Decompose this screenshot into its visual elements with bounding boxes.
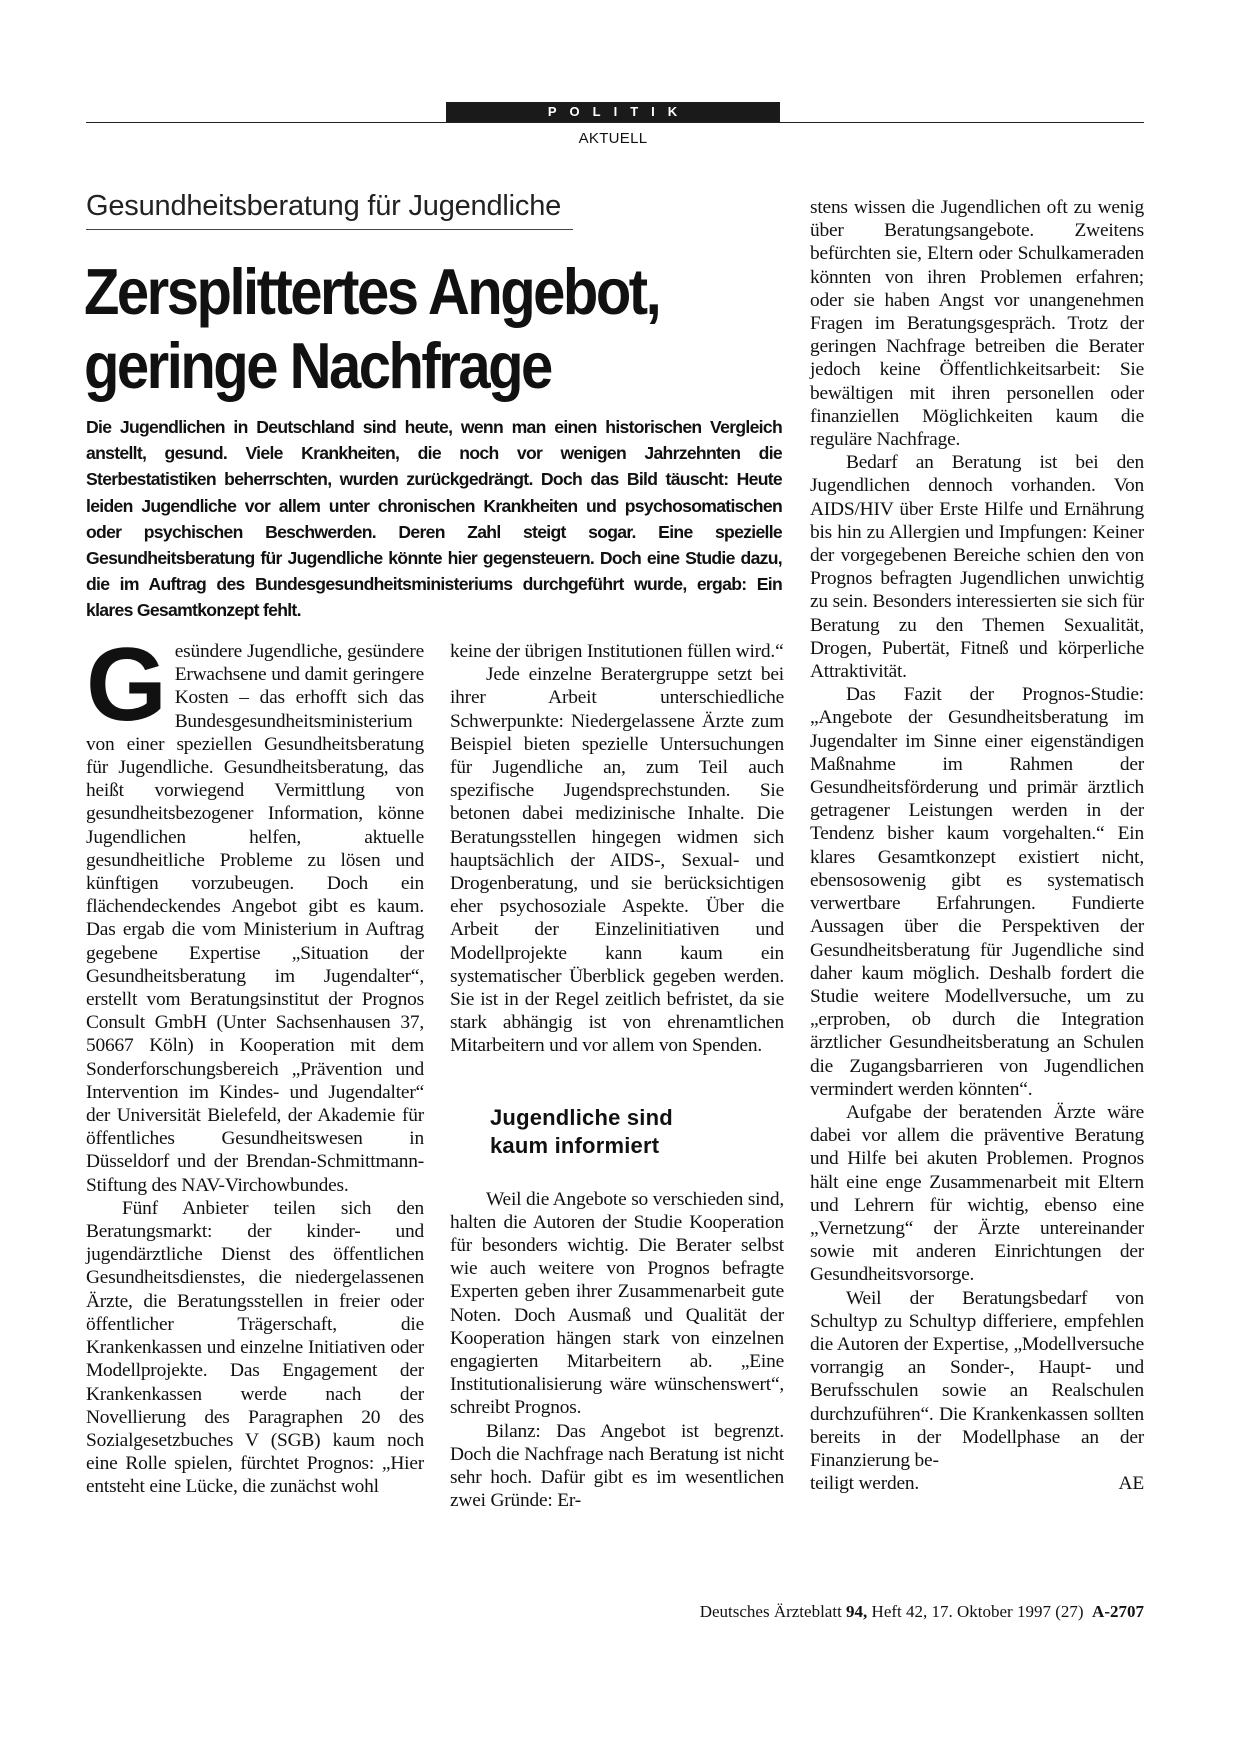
paragraph-3: Jede einzelne Beratergruppe setzt bei ihrer Arbeit unterschiedliche Schwerpunkte: Niedergelassene Ärzte zum Beispiel bieten spezielle Untersuchungen für Jugendliche an, zum Teil auch spezifische Jugendsprechstunden. Sie betonen dabei medizinische Inhalte. Die Beratungsstellen hingegen widmen sich hauptsächlich der AIDS-, Sexual- und Drogenberatung, und sie berücksichtigen eher psychosoziale Aspekte. Über die Arbeit der Einzelinitiativen und Modellprojekte kann kaum ein systematischer Überblick gegeben werden. Sie ist in der Regel zeitlich befristet, da sie stark abhängig ist von ehrenamtlichen Mitarbeitern und vor allem von Spenden.: [450, 664, 784, 1057]
paragraph-2: Fünf Anbieter teilen sich den Beratungsmarkt: der kinder- und jugendärztliche Dienst des öffentlichen Gesundheitsdienstes, die niedergelassenen Ärzte, die Beratungsstellen in freier oder öffentlicher Trägerschaft, die Krankenkassen und einzelne Initiativen oder Modellprojekte. Das Engagement der Krankenkassen werde nach der Novellierung des Paragraphen 20 des Sozialgesetzbuches V (SGB) kaum noch eine Rolle spielen, fürchtet Prognos: „Hier entsteht eine Lücke, die zunächst wohl: [86, 1197, 424, 1498]
paragraph-5: Bilanz: Das Angebot ist begrenzt. Doch die Nachfrage nach Beratung ist nicht sehr hoch. Dafür gibt es im wesentlichen zwei Gründe: Er-: [450, 1420, 784, 1512]
page-number: A-2707: [1092, 1602, 1144, 1621]
headline-line-2: geringe Nachfrage: [84, 329, 551, 403]
journal-issue: Heft 42, 17. Oktober 1997 (27): [871, 1602, 1084, 1621]
paragraph-9-last-line: teiligt werden.: [810, 1473, 919, 1495]
paragraph-6: Bedarf an Beratung ist bei den Jugendlichen dennoch vorhanden. Von AIDS/HIV über Erste Hilfe und Ernährung bis hin zu Allergien und Impfungen: Keiner der vorgegebenen Bereiche schien den von Prognos befragten Jugendlichen unwichtig zu sein. Besonders interessierten sie sich für Beratung zu den Themen Sexualität, Drogen, Pubertät, Fitneß und körperliche Attraktivität.: [810, 452, 1144, 683]
subhead-line-1: Jugendliche sind: [490, 1104, 673, 1130]
section-label: POLITIK: [446, 102, 780, 122]
column-1: [86, 627, 424, 1499]
article-subhead: [490, 1104, 784, 1160]
paragraph-7: Das Fazit der Prognos-Studie: „Angebote der Gesundheitsberatung im Jugendalter im Sinne einer eigenständigen Maßnahme im Rahmen der Gesundheitsförderung und primär ärztlich getragener Leistungen werden in der Tendenz bisher kaum vorgehalten.“ Ein klares Gesamtkonzept existiert nicht, ebensosowenig gibt es systematisch verwertbare Erfahrungen. Fundierte Aussagen über die Perspektiven der Gesundheitsberatung für Jugendliche sind daher kaum möglich. Deshalb fordert die Studie weitere Modellversuche, um zu „erproben, ob durch die Integration ärztlicher Gesundheitsberatung an Schulen die Zugangsbarrieren von Jugendlichen vermindert werden könnten“.: [810, 684, 1144, 1100]
subsection-label: AKTUELL: [578, 130, 648, 147]
article-kicker: Gesundheitsberatung für Jugendliche: [86, 190, 573, 230]
drop-cap: G: [86, 627, 167, 743]
paragraph-1-text: esündere Jugendliche, gesündere Erwachsene und damit geringere Kosten – das erhofft sich das Bundesgesundheitsministerium von einer speziellen Gesundheitsberatung für Jugendliche. Gesundheitsberatung, das heißt vorwiegend Vermittlung von gesundheitsbezogener Information, könne Jugendlichen helfen, aktuelle gesundheitliche Probleme zu lösen und künftigen vorzubeugen. Doch ein flächendeckendes Angebot gibt es kaum. Das ergab die vom Ministerium in Auftrag gegebene Expertise „Situation der Gesundheitsberatung im Jugendalter“, erstellt vom Beratungsinstitut der Prognos Consult GmbH (Unter Sachsenhausen 37, 50667 Köln) in Kooperation mit dem Sonderforschungsbereich „Prävention und Intervention im Kindes- und Jugendalter“ der Universität Bielefeld, der Akademie für öffentliches Gesundheitswesen in Düsseldorf und der Brendan-Schmittmann-Stiftung des NAV-Virchowbundes.: [86, 641, 424, 1196]
header-rule: [86, 122, 1144, 123]
subhead-line-2: kaum informiert: [490, 1132, 660, 1158]
article-lead: Die Jugendlichen in Deutschland sind heute, wenn man einen historischen Vergleich anstellt, gesund. Viele Krankheiten, die noch vor wenigen Jahrzehnten die Sterbestatistiken beherrschten, wurden zurückgedrängt. Doch das Bild täuscht: Heute leiden Jugendliche vor allem unter chronischen Krankheiten und psychosomatischen oder psychischen Beschwerden. Deren Zahl steigt sogar. Eine spezielle Gesundheitsberatung für Jugendliche könnte hier gegensteuern. Doch eine Studie dazu, die im Auftrag des Bundesgesundheitsministeriums durchgeführt wurde, ergab: Ein klares Gesamtkonzept fehlt.: [86, 417, 782, 621]
article-headline: [84, 256, 764, 404]
author-initials: AE: [1118, 1473, 1144, 1495]
paragraph-1: [86, 627, 424, 1197]
column-2: [450, 640, 784, 1513]
page-footer: [700, 1602, 1144, 1622]
column-3: [810, 196, 1144, 1495]
article-signoff: [810, 1472, 1144, 1495]
paragraph-5-continued: stens wissen die Jugendlichen oft zu wenig über Beratungsangebote. Zweitens befürchten sie, Eltern oder Schulkameraden könnten von ihren Problemen erfahren; oder sie haben Angst vor unangenehmen Fragen im Beratungsgespräch. Trotz der geringen Nachfrage betreiben die Berater jedoch keine Öffentlichkeitsarbeit: Sie bewältigen mit ihren personellen oder finanziellen Möglichkeiten kaum die reguläre Nachfrage.: [810, 197, 1144, 451]
journal-volume: 94,: [846, 1602, 868, 1621]
paragraph-2-continued: keine der übrigen Institutionen füllen wird.“: [450, 641, 784, 662]
journal-name: Deutsches Ärzteblatt: [699, 1602, 842, 1621]
paragraph-4: Weil die Angebote so verschieden sind, halten die Autoren der Studie Kooperation für besonders wichtig. Die Berater selbst wie auch weitere von Prognos befragte Experten geben ihrer Zusammenarbeit gute Noten. Doch Ausmaß und Qualität der Kooperation hängen stark von einzelnen engagierten Mitarbeitern ab. „Eine Institutionalisierung wäre wünschenswert“, schreibt Prognos.: [450, 1188, 784, 1419]
paragraph-9: Weil der Beratungsbedarf von Schultyp zu Schultyp differiere, empfehlen die Autoren der Expertise, „Modellversuche vorrangig an Sonder-, Haupt- und Berufsschulen sowie an Realschulen durchzuführen“. Die Krankenkassen sollten bereits in der Modellphase an der Finanzierung be-: [810, 1287, 1144, 1471]
headline-line-1: Zersplittertes Angebot,: [84, 256, 660, 329]
paragraph-8: Aufgabe der beratenden Ärzte wäre dabei vor allem die präventive Beratung und Hilfe bei akuten Problemen. Prognos hält eine enge Zusammenarbeit mit Eltern und Lehrern für wichtig, ebenso eine „Vernetzung“ der Ärzte untereinander sowie mit anderen Einrichtungen der Gesundheitsvorsorge.: [810, 1101, 1144, 1286]
